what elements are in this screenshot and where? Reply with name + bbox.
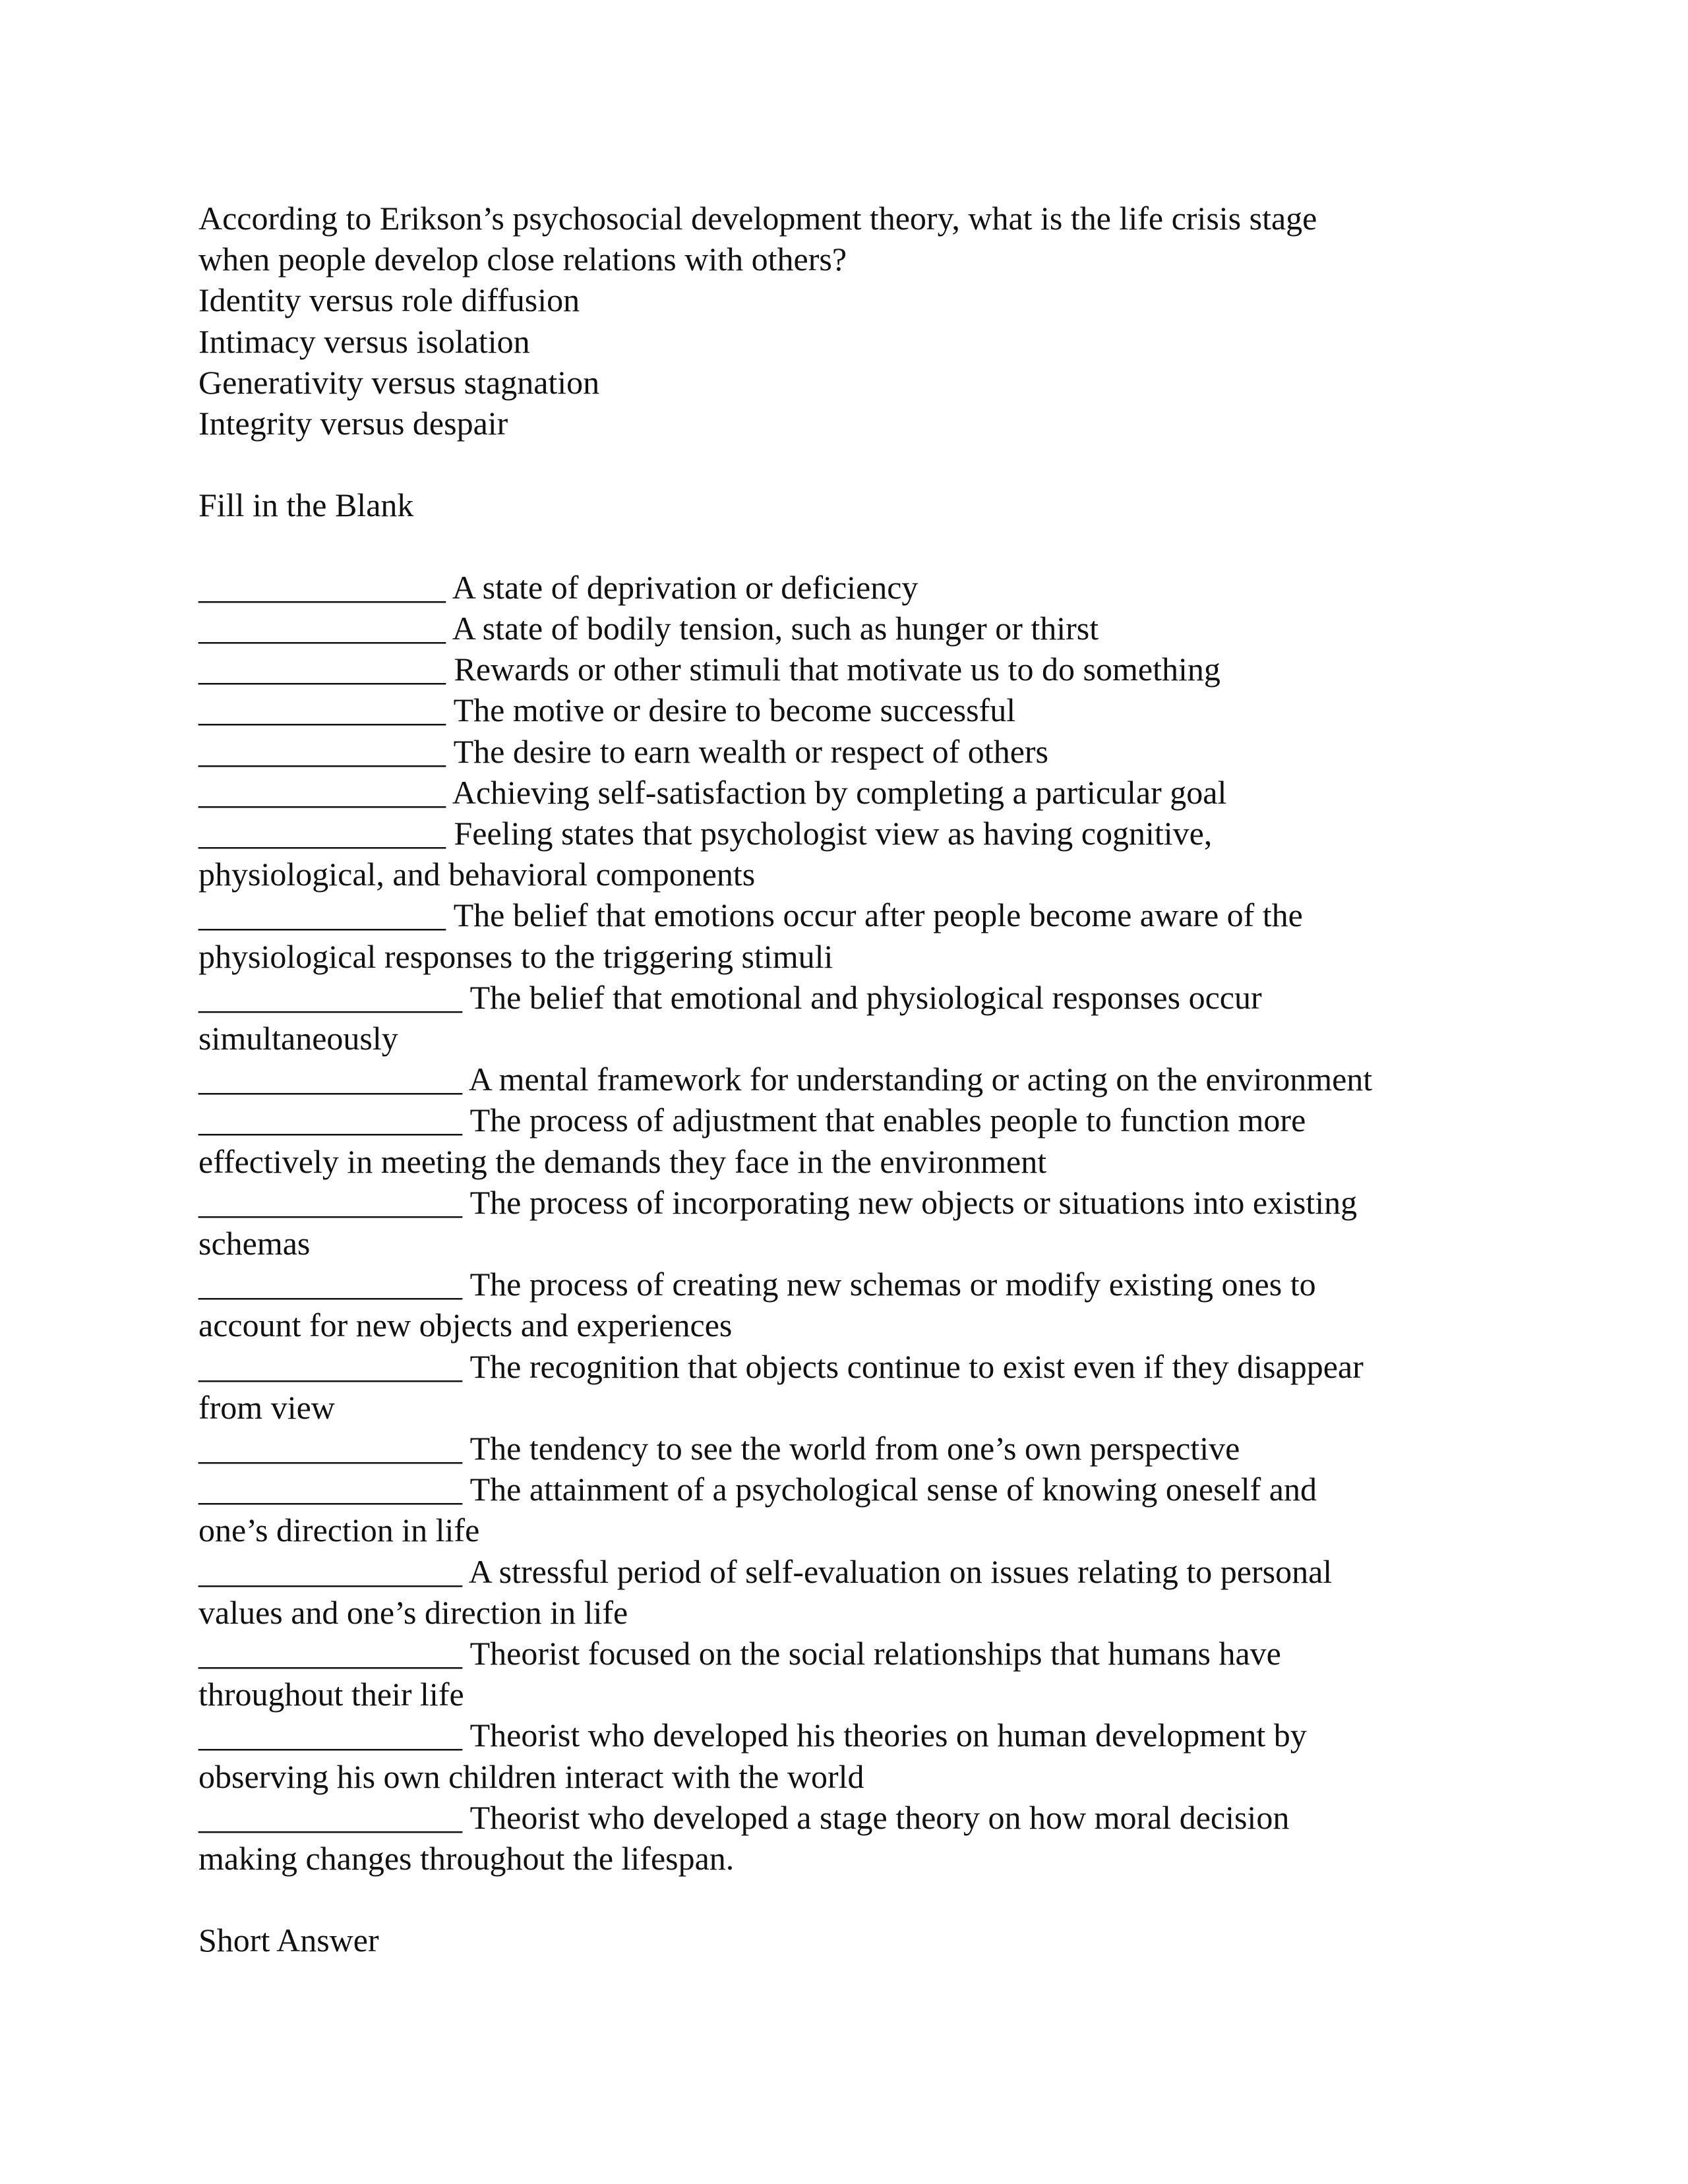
fill-in-line: ________________ The process of incorporating new objects or situations into existing: [198, 1183, 1358, 1221]
fill-in-line: values and one’s direction in life: [198, 1593, 628, 1631]
answer-option: Integrity versus despair: [198, 405, 508, 442]
spacer: [198, 444, 1517, 485]
fill-in-line: _______________ Rewards or other stimuli that motivate us to do something: [198, 651, 1221, 688]
fill-in-line: _______________ A state of bodily tension, such as hunger or thirst: [198, 610, 1099, 647]
answer-option: Generativity versus stagnation: [198, 363, 600, 401]
fill-in-line: effectively in meeting the demands they face in the environment: [198, 1142, 1047, 1180]
fill-in-line: account for new objects and experiences: [198, 1307, 733, 1344]
question-text-line: According to Erikson’s psychosocial development theory, what is the life crisis stage: [198, 200, 1317, 237]
fill-in-line: _______________ The belief that emotions occur after people become aware of the: [198, 897, 1303, 934]
fill-in-line: ________________ The attainment of a psychological sense of knowing oneself and: [198, 1471, 1317, 1508]
fill-in-line: _______________ Achieving self-satisfaction by completing a particular goal: [198, 773, 1227, 811]
fill-in-list: [198, 567, 1517, 1879]
document-page: [198, 198, 1517, 1961]
fill-in-line: _______________ The desire to earn wealth or respect of others: [198, 732, 1048, 770]
fill-in-line: ________________ Theorist who developed a stage theory on how moral decision: [198, 1798, 1290, 1836]
fill-in-line: throughout their life: [198, 1676, 464, 1713]
fill-in-line: observing his own children interact with the world: [198, 1757, 864, 1795]
spacer: [198, 1879, 1517, 1920]
section-heading-fill-in: Fill in the Blank: [198, 487, 414, 524]
fill-in-line: ________________ The process of creating new schemas or modify existing ones to: [198, 1266, 1316, 1303]
fill-in-line: physiological, and behavioral components: [198, 856, 756, 893]
fill-in-line: ________________ The process of adjustment that enables people to function more: [198, 1102, 1306, 1139]
fill-in-line: from view: [198, 1388, 335, 1426]
fill-in-line: ________________ A mental framework for understanding or acting on the environment: [198, 1061, 1373, 1098]
fill-in-line: one’s direction in life: [198, 1512, 480, 1549]
fill-in-line: ________________ Theorist focused on the social relationships that humans have: [198, 1635, 1281, 1672]
fill-in-line: _______________ Feeling states that psychologist view as having cognitive,: [198, 815, 1213, 852]
fill-in-line: schemas: [198, 1225, 311, 1262]
fill-in-line: _______________ The motive or desire to become successful: [198, 692, 1016, 729]
answer-option: Intimacy versus isolation: [198, 322, 530, 360]
fill-in-line: ________________ Theorist who developed his theories on human development by: [198, 1717, 1307, 1754]
fill-in-line: physiological responses to the triggering stimuli: [198, 937, 833, 975]
answer-option: Identity versus role diffusion: [198, 281, 580, 319]
multiple-choice-question: [198, 198, 1517, 444]
fill-in-line: simultaneously: [198, 1020, 398, 1057]
fill-in-line: making changes throughout the lifespan.: [198, 1840, 735, 1877]
question-text-line: when people develop close relations with others?: [198, 241, 847, 278]
fill-in-line: ________________ The recognition that objects continue to exist even if they disappear: [198, 1347, 1364, 1385]
fill-in-line: _______________ A state of deprivation or deficiency: [198, 568, 919, 606]
fill-in-line: ________________ The tendency to see the world from one’s own perspective: [198, 1430, 1240, 1467]
section-heading-short-answer: Short Answer: [198, 1922, 379, 1959]
fill-in-line: ________________ The belief that emotional and physiological responses occur: [198, 978, 1262, 1016]
fill-in-line: ________________ A stressful period of self-evaluation on issues relating to personal: [198, 1552, 1333, 1590]
spacer: [198, 526, 1517, 567]
